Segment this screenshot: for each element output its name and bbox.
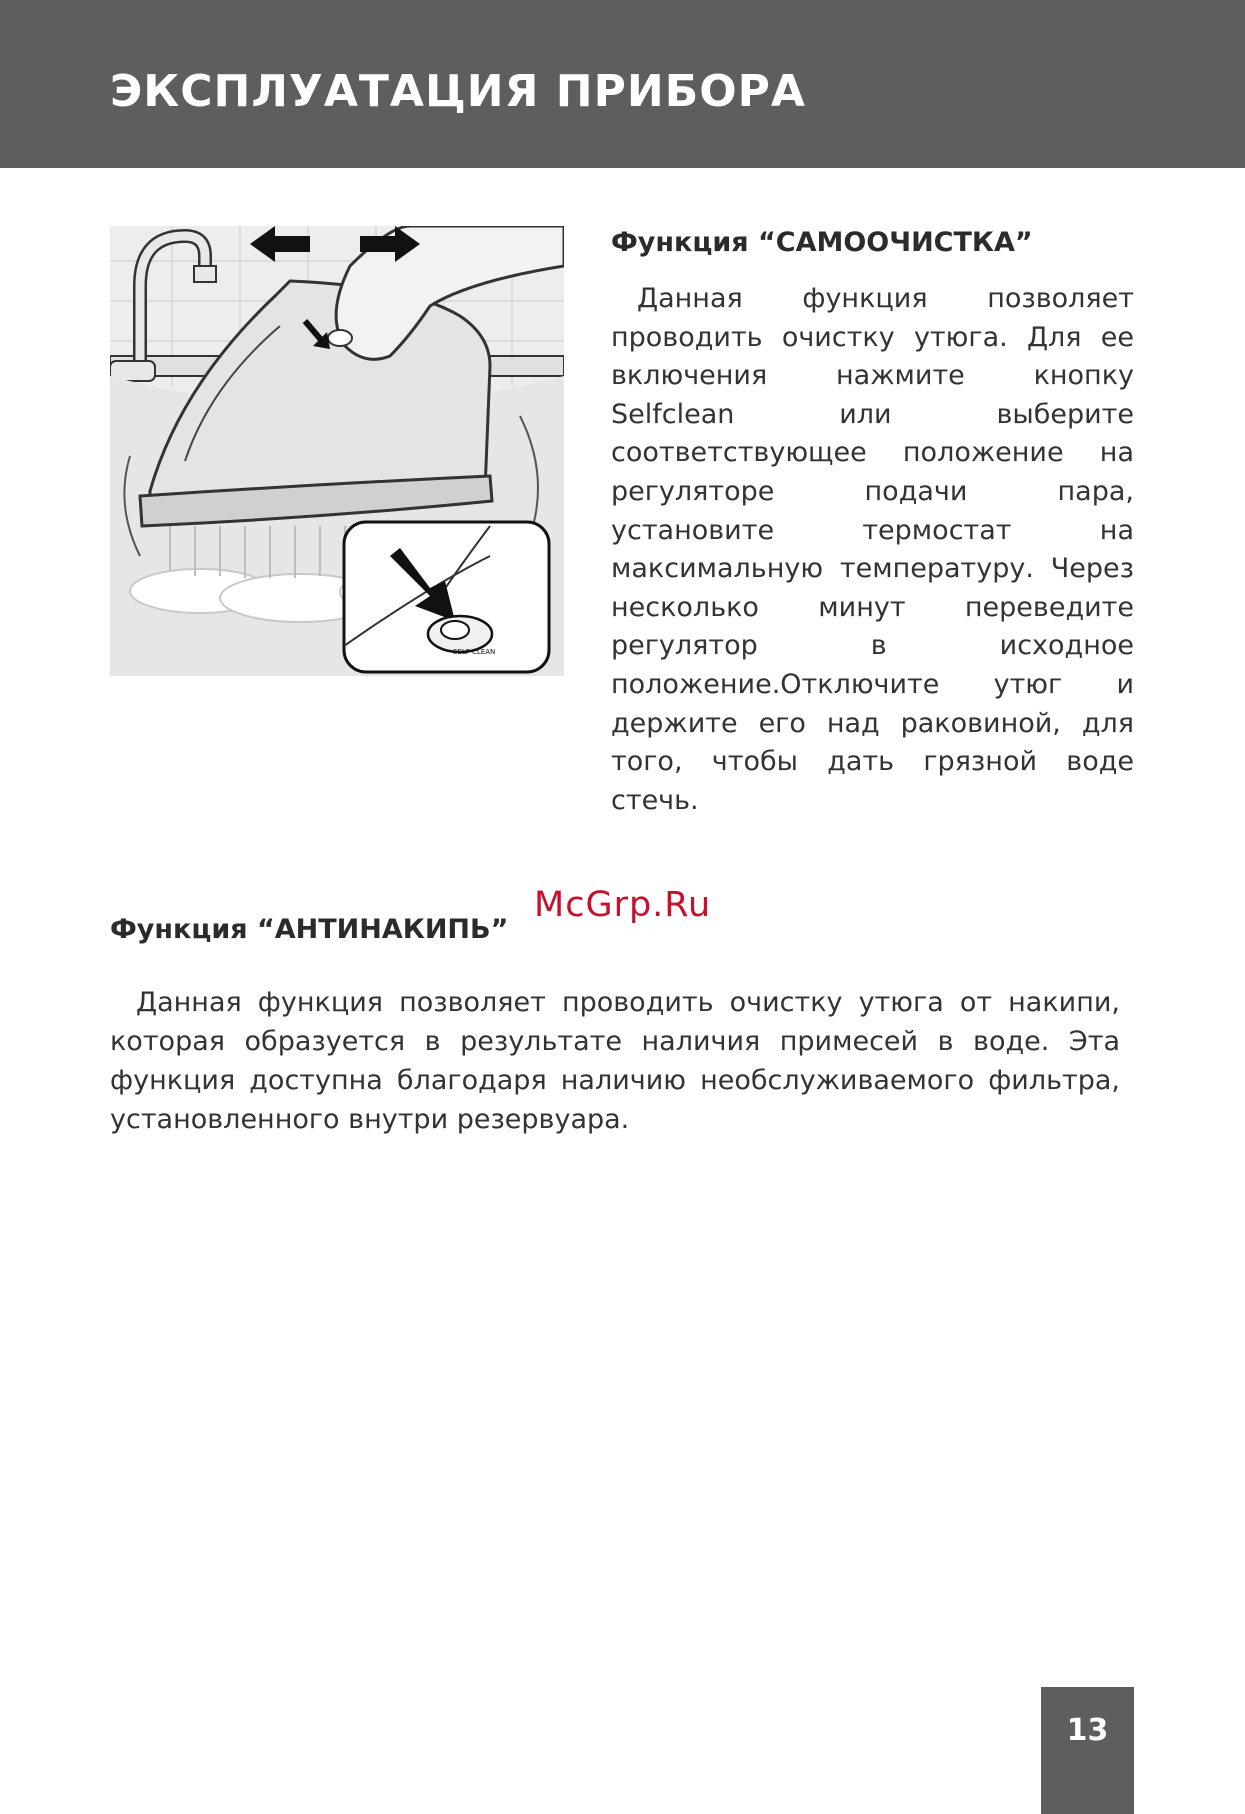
selfclean-button-label: SELF CLEAN: [453, 648, 496, 656]
antiscale-heading: Функция “АНТИНАКИПЬ”: [110, 914, 509, 945]
page-header: [0, 0, 1245, 168]
watermark: McGrp.Ru: [534, 885, 712, 925]
selfclean-button-inset: [344, 522, 549, 672]
antiscale-body: Данная функция позволяет проводить очистку утюга от накипи, которая образуется в результате наличия примесей в воде. Эта функция доступна благодаря наличию необслуживаемого фильтра, установленного внутри резервуара.: [110, 987, 1120, 1135]
page-title: ЭКСПЛУАТАЦИЯ ПРИБОРА: [110, 66, 806, 117]
selfclean-illustration: [110, 226, 564, 676]
page-number-tab: [1041, 1687, 1134, 1814]
selfclean-body: Данная функция позволяет проводить очистку утюга. Для ее включения нажмите кнопку Selfclean или выберите соответствующее положение на регуляторе подачи пара, установите термостат на максимальную температуру. Через несколько минут переведите регулятор в исходное положение.Отключите утюг и держите его над раковиной, для того, чтобы дать грязной воде стечь.: [611, 283, 1134, 816]
page-number: 13: [1066, 1713, 1109, 1748]
iron-over-sink-drawing: [110, 226, 564, 676]
selfclean-heading: Функция “САМООЧИСТКА”: [611, 227, 1033, 258]
